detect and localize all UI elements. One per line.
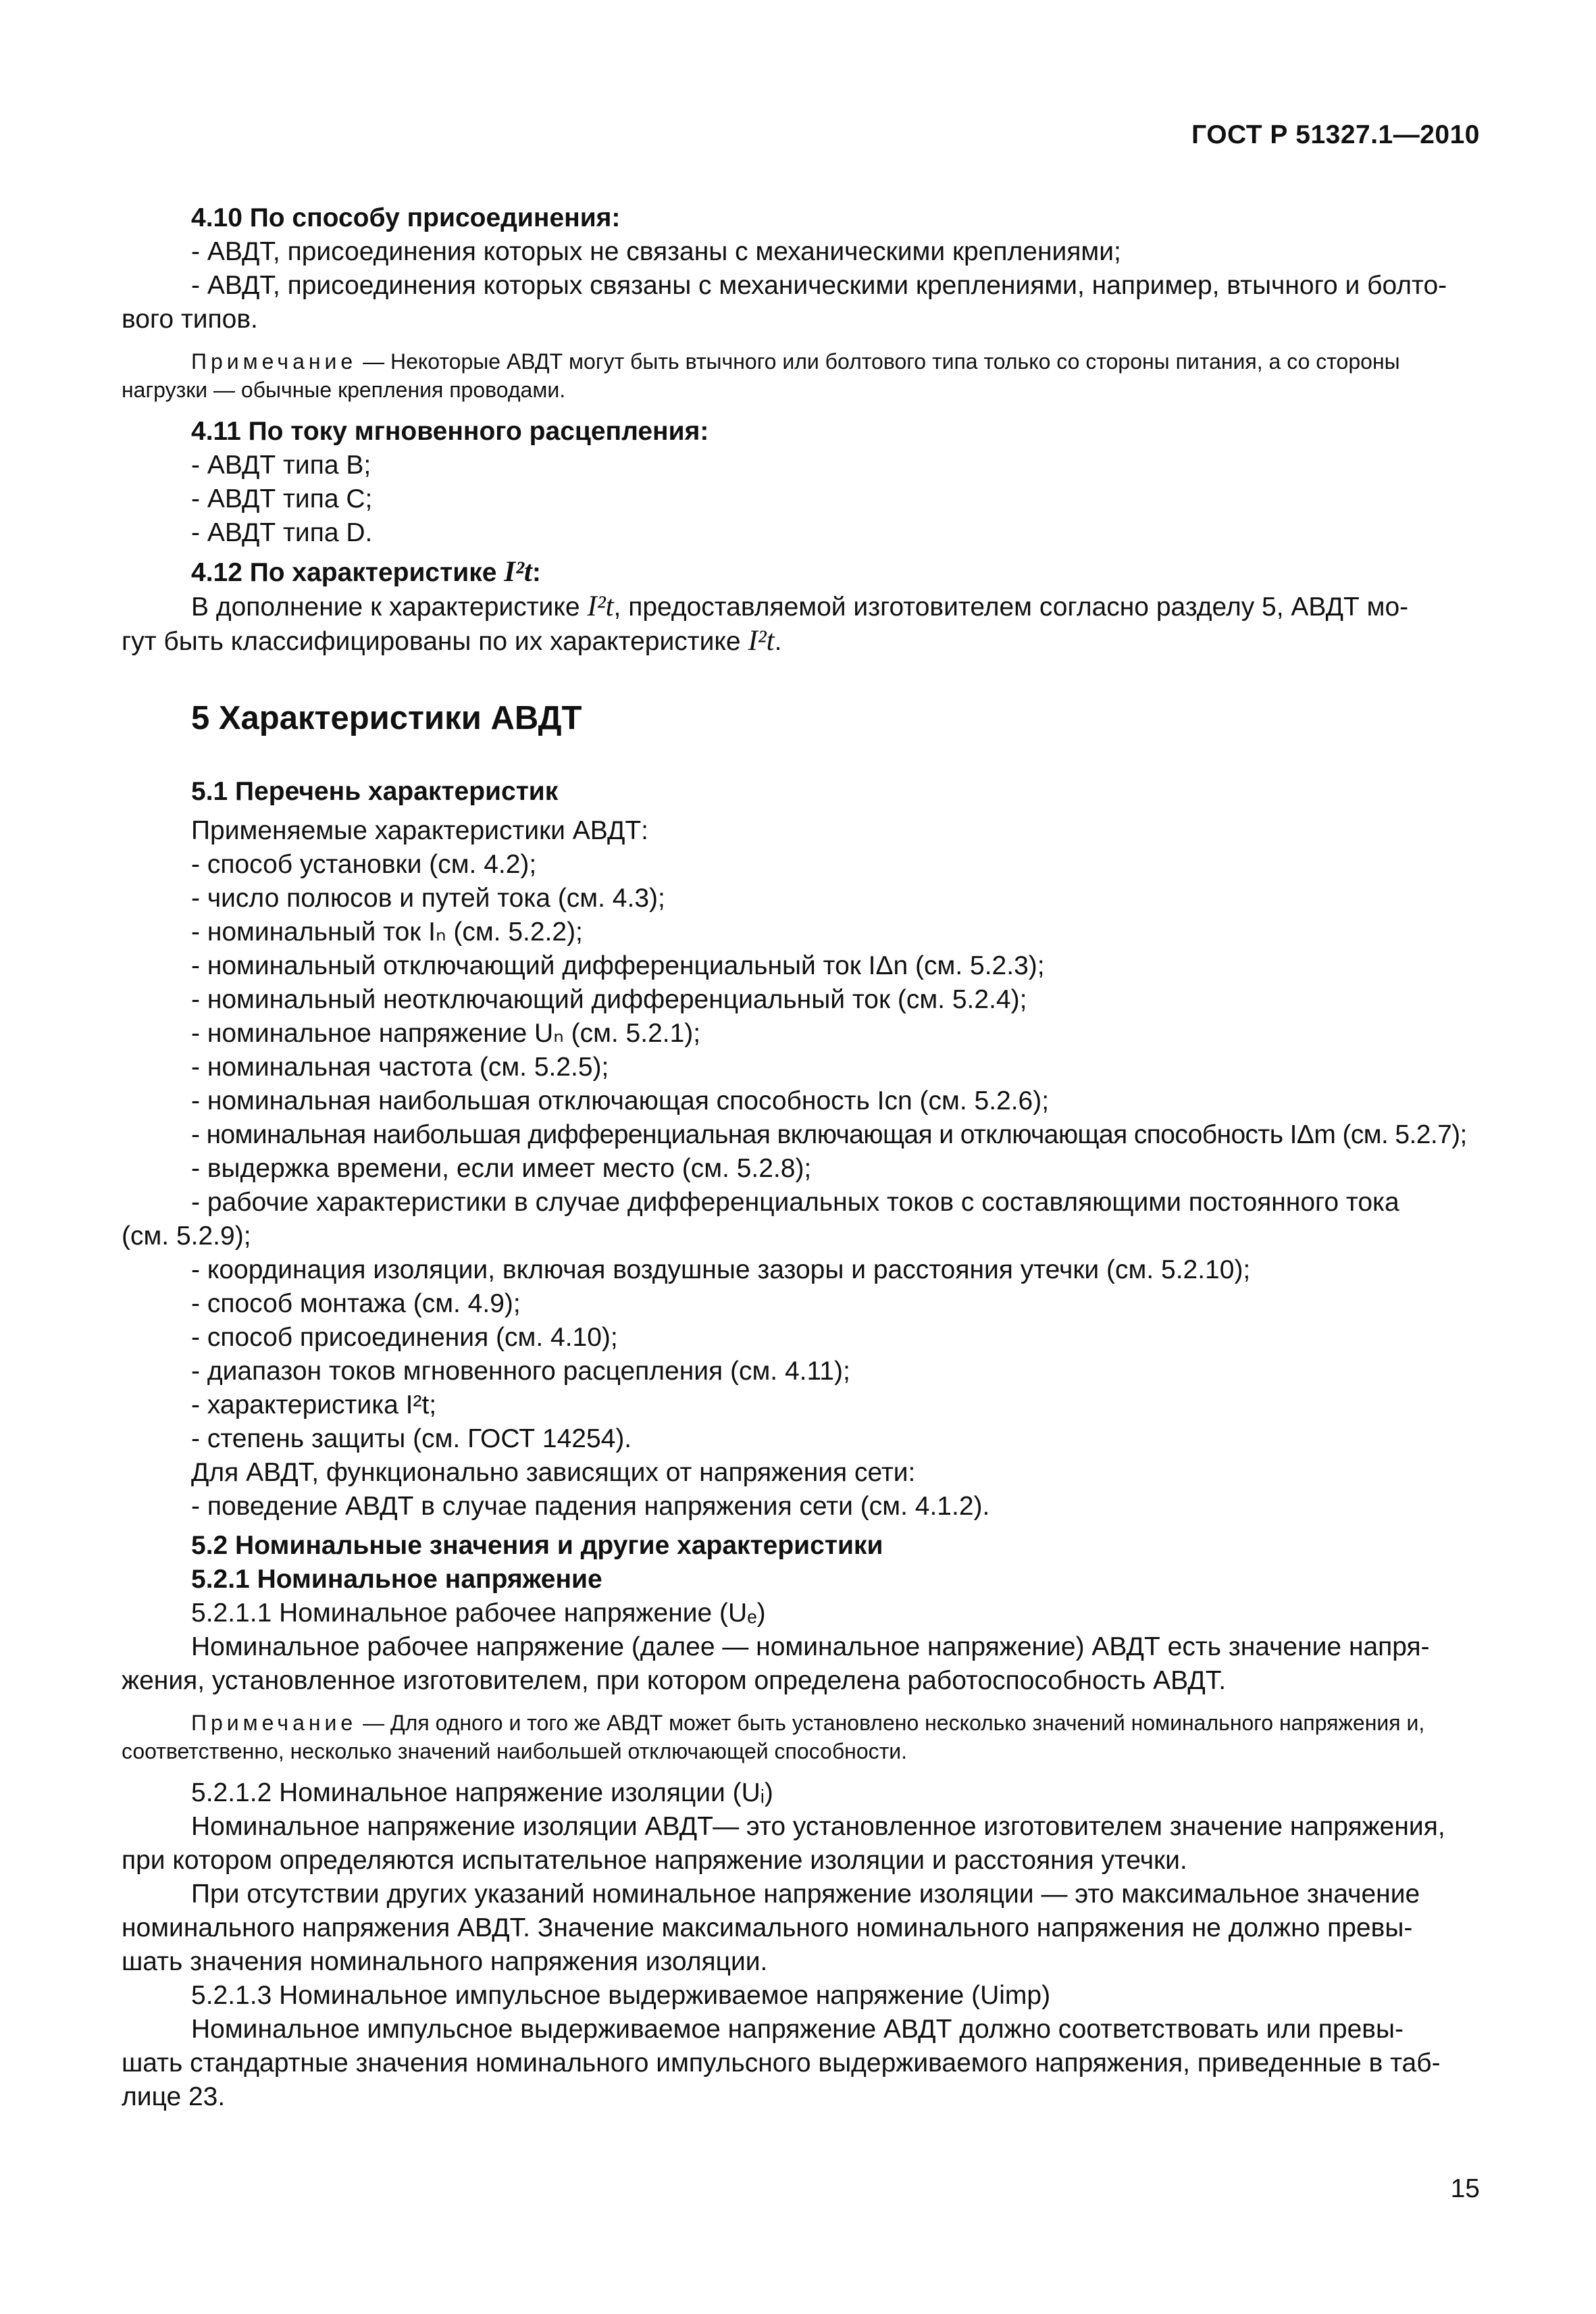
s5-1-item: - способ присоединения (см. 4.10); bbox=[191, 1323, 618, 1352]
s5-2-1-2-para2-c: шать значения номинального напряжения изоляции. bbox=[122, 1947, 768, 1976]
s5-1-item: - способ монтажа (см. 4.9); bbox=[191, 1289, 521, 1318]
s5-1-item: - степень защиты (см. ГОСТ 14254). bbox=[191, 1424, 632, 1453]
s5-2-1-2-para-a: Номинальное напряжение изоляции АВДТ— это установленное изготовителем значение напряжения, bbox=[191, 1812, 1445, 1841]
s5-1-item: - поведение АВДТ в случае падения напряжения сети (см. 4.1.2). bbox=[191, 1492, 990, 1521]
s5-1-item: - номинальное напряжение Uₙ (см. 5.2.1); bbox=[191, 1019, 701, 1048]
s5-1-item: - диапазон токов мгновенного расцепления (см. 4.11); bbox=[191, 1357, 850, 1386]
s4-12-para-line-1 bbox=[122, 590, 1479, 624]
s4-11-item-2: - АВДТ типа С; bbox=[191, 484, 373, 513]
s4-12-p1a: В дополнение к характеристике bbox=[191, 593, 588, 622]
s5-2-1-2-para2-a: При отсутствии других указаний номинальное напряжение изоляции — это максимальное значение bbox=[191, 1880, 1420, 1909]
s4-12-title-text: 4.12 По характеристике bbox=[191, 558, 505, 587]
s5-1-intro: Применяемые характеристики АВДТ: bbox=[191, 816, 649, 845]
s4-12-title-end: : bbox=[532, 558, 541, 587]
s5-1-item: - номинальный отключающий дифференциальный ток IΔn (см. 5.2.3); bbox=[191, 951, 1045, 980]
i2t-symbol: I²t bbox=[504, 556, 532, 588]
s5-2-1-1-para-a: Номинальное рабочее напряжение (далее — номинальное напряжение) АВДТ есть значение напря- bbox=[191, 1632, 1430, 1661]
i2t-symbol: I²t bbox=[748, 625, 775, 657]
s5-1-item: - номинальная наибольшая отключающая способность Icn (см. 5.2.6); bbox=[191, 1086, 1050, 1115]
s5-2-1-2-heading: 5.2.1.2 Номинальное напряжение изоляции (Uᵢ) bbox=[191, 1778, 773, 1807]
i2t-symbol: I²t bbox=[587, 590, 614, 622]
s4-11-item-3: - АВДТ типа D. bbox=[191, 518, 373, 547]
document-id-header: ГОСТ Р 51327.1—2010 bbox=[1191, 120, 1480, 149]
s4-12-p2a: гут быть классифицированы по их характеристике bbox=[122, 627, 748, 656]
s4-11-item-1: - АВДТ типа В; bbox=[191, 451, 371, 480]
s5-2-1-3-heading: 5.2.1.3 Номинальное импульсное выдерживаемое напряжение (Uimp) bbox=[191, 1981, 1051, 2010]
s4-10-note bbox=[122, 347, 1479, 404]
section-5-2-title: 5.2 Номинальные значения и другие характеристики bbox=[191, 1531, 883, 1560]
s5-1-item: - номинальная частота (см. 5.2.5); bbox=[191, 1053, 609, 1082]
s5-1-item: - характеристика I²t; bbox=[191, 1390, 437, 1419]
s5-1-item: - номинальная наибольшая дифференциальная включающая и отключающая способность IΔm (см. 5.2.7); bbox=[191, 1120, 1467, 1149]
note-text: — Для одного и того же АВДТ может быть установлено несколько значений номинального напряжения и, соответственно, несколько значений наибольшей отключающей способности. bbox=[122, 1711, 1425, 1763]
s5-1-item: - номинальный ток Iₙ (см. 5.2.2); bbox=[191, 917, 583, 947]
section-4-10-title: 4.10 По способу присоединения: bbox=[191, 203, 621, 232]
section-5-1-title: 5.1 Перечень характеристик bbox=[191, 777, 559, 806]
s5-2-1-2-para-b: при котором определяются испытательное напряжение изоляции и расстояния утечки. bbox=[122, 1846, 1187, 1875]
s5-1-item: - способ установки (см. 4.2); bbox=[191, 850, 537, 879]
section-4-12-title bbox=[122, 555, 1479, 590]
s4-10-item-2a: - АВДТ, присоединения которых связаны с механическими креплениями, например, втычного и болто- bbox=[191, 271, 1447, 300]
note-text: — Некоторые АВДТ могут быть втычного или болтового типа только со стороны питания, а со стороны нагрузки — обычные крепления проводами. bbox=[122, 349, 1400, 402]
section-5-2-1-title: 5.2.1 Номинальное напряжение bbox=[191, 1565, 602, 1594]
s4-12-para-line-2 bbox=[122, 624, 1479, 659]
s5-2-1-3-para-a: Номинальное импульсное выдерживаемое напряжение АВДТ должно соответствовать или превы- bbox=[191, 2015, 1404, 2044]
note-label: Примечание bbox=[191, 349, 357, 374]
s5-1-item: - выдержка времени, если имеет место (см. 5.2.8); bbox=[191, 1154, 812, 1183]
page-number: 15 bbox=[1450, 2174, 1480, 2203]
section-5-title: 5 Характеристики АВДТ bbox=[191, 700, 582, 736]
note-label: Примечание bbox=[191, 1711, 357, 1735]
s5-1-item: - число полюсов и путей тока (см. 4.3); bbox=[191, 884, 665, 913]
document-body bbox=[122, 196, 1479, 2114]
s5-2-1-1-heading: 5.2.1.1 Номинальное рабочее напряжение (Uₑ) bbox=[191, 1599, 766, 1628]
s5-2-1-2-para2-b: номинального напряжения АВДТ. Значение максимального номинального напряжения не должно превы- bbox=[122, 1913, 1413, 1942]
section-4-11-title: 4.11 По току мгновенного расцепления: bbox=[191, 417, 709, 446]
s5-1-item-cont: (см. 5.2.9); bbox=[122, 1222, 251, 1251]
s4-10-item-1: - АВДТ, присоединения которых не связаны с механическими креплениями; bbox=[191, 237, 1121, 266]
s4-12-p2b: . bbox=[774, 627, 782, 656]
s5-1-item: Для АВДТ, функционально зависящих от напряжения сети: bbox=[191, 1458, 916, 1487]
s5-1-item: - координация изоляции, включая воздушные зазоры и расстояния утечки (см. 5.2.10); bbox=[191, 1255, 1251, 1284]
s5-1-item: - рабочие характеристики в случае дифференциальных токов с составляющими постоянного тока bbox=[191, 1188, 1399, 1217]
s5-2-1-1-para-b: жения, установленное изготовителем, при котором определена работоспособность АВДТ. bbox=[122, 1666, 1227, 1695]
s5-2-1-3-para-c: лице 23. bbox=[122, 2082, 226, 2111]
s5-2-1-3-para-b: шать стандартные значения номинального импульсного выдерживаемого напряжения, приведенные в таб- bbox=[122, 2048, 1441, 2078]
s4-12-p1b: , предоставляемой изготовителем согласно разделу 5, АВДТ мо- bbox=[613, 593, 1409, 622]
s5-1-item: - номинальный неотключающий дифференциальный ток (см. 5.2.4); bbox=[191, 985, 1027, 1014]
s5-2-1-1-note bbox=[122, 1709, 1479, 1765]
s4-10-item-2b: вого типов. bbox=[122, 305, 258, 334]
